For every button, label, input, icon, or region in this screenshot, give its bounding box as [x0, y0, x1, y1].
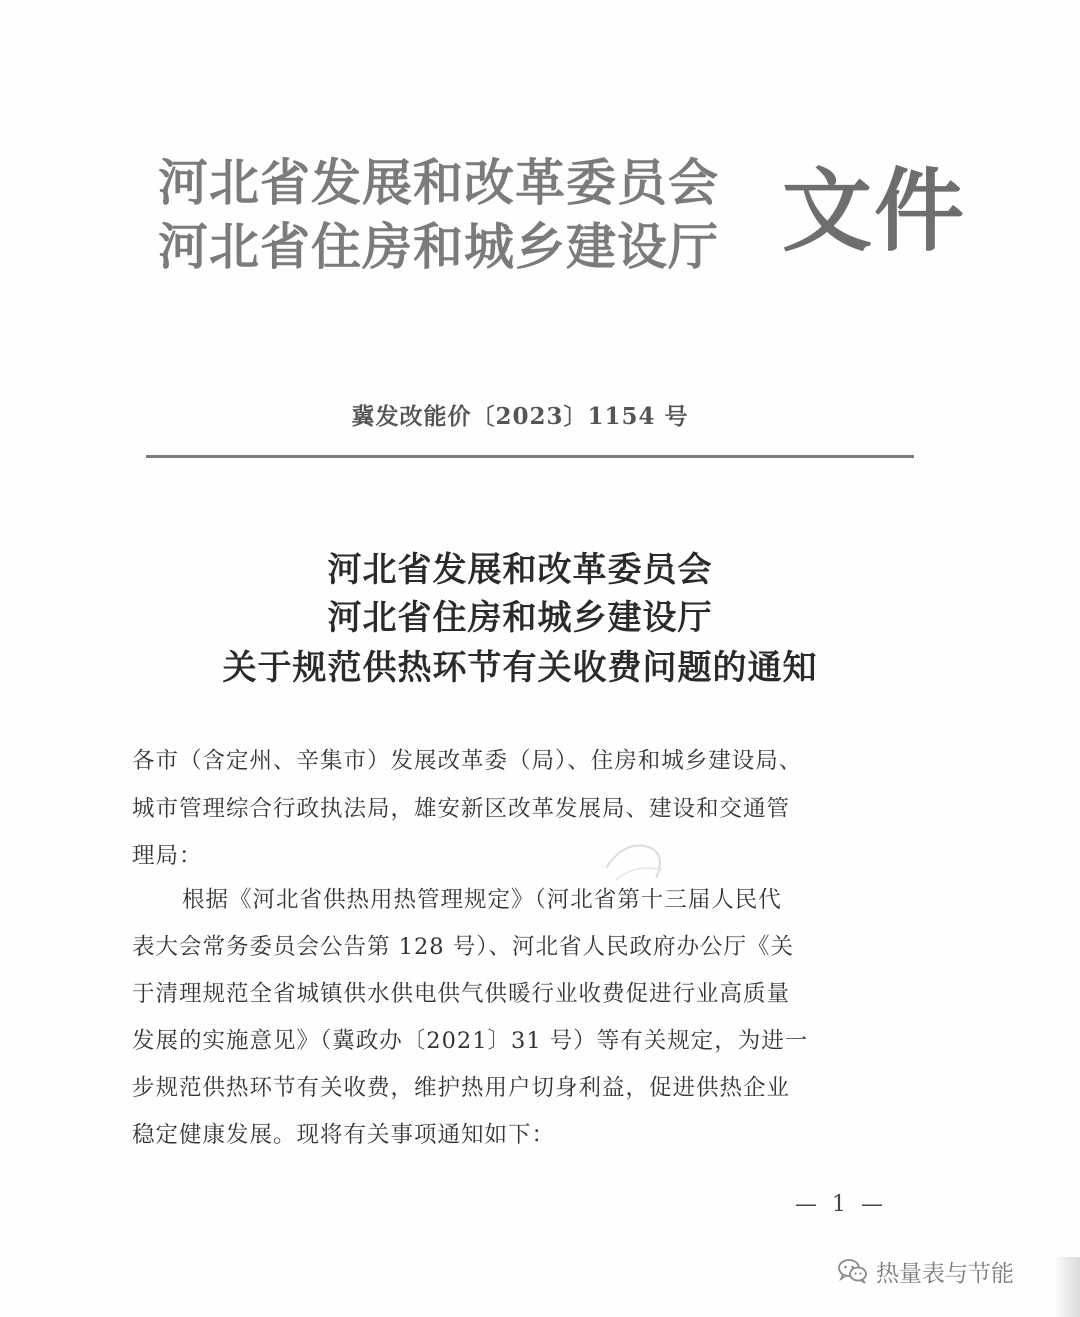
body-line5: 表大会常务委员会公告第 128 号）、河北省人民政府办公厅《关 — [132, 934, 795, 960]
title-line2: 河北省住房和城乡建设厅 — [327, 598, 713, 638]
document-number: 冀发改能价〔2023〕1154 号 — [351, 403, 689, 430]
title-line3: 关于规范供热环节有关收费问题的通知 — [222, 648, 818, 688]
body-line8: 步规范供热环节有关收费，维护热用户切身利益，促进供热企业 — [132, 1075, 791, 1101]
body-line1: 各市（含定州、辛集市）发展改革委（局）、住房和城乡建设局、 — [132, 748, 803, 774]
header-org-line1: 河北省发展和改革委员会 — [158, 153, 719, 212]
watermark — [838, 1256, 1014, 1286]
body-line3: 理局： — [132, 843, 203, 869]
body-line4: 根据《河北省供热用热管理规定》（河北省第十三届人民代 — [182, 887, 782, 913]
wechat-icon — [838, 1258, 868, 1284]
header-org-line2: 河北省住房和城乡建设厅 — [158, 217, 719, 276]
body-line9: 稳定健康发展。现将有关事项通知如下： — [132, 1122, 556, 1148]
body-line6: 于清理规范全省城镇供水供电供气供暖行业收费促进行业高质量 — [132, 981, 791, 1007]
watermark-text: 热量表与节能 — [876, 1260, 1014, 1287]
page-number: — 1 — — [795, 1192, 887, 1217]
body-line2: 城市管理综合行政执法局，雄安新区改革发展局、建设和交通管 — [132, 796, 791, 822]
body-line7: 发展的实施意见》（冀政办〔2021〕31 号）等有关规定，为进一 — [132, 1028, 809, 1054]
scan-edge-shadow — [1054, 1257, 1080, 1317]
header-divider — [146, 455, 914, 458]
title-line1: 河北省发展和改革委员会 — [327, 550, 713, 590]
header-doc-type: 文件 — [782, 158, 966, 264]
